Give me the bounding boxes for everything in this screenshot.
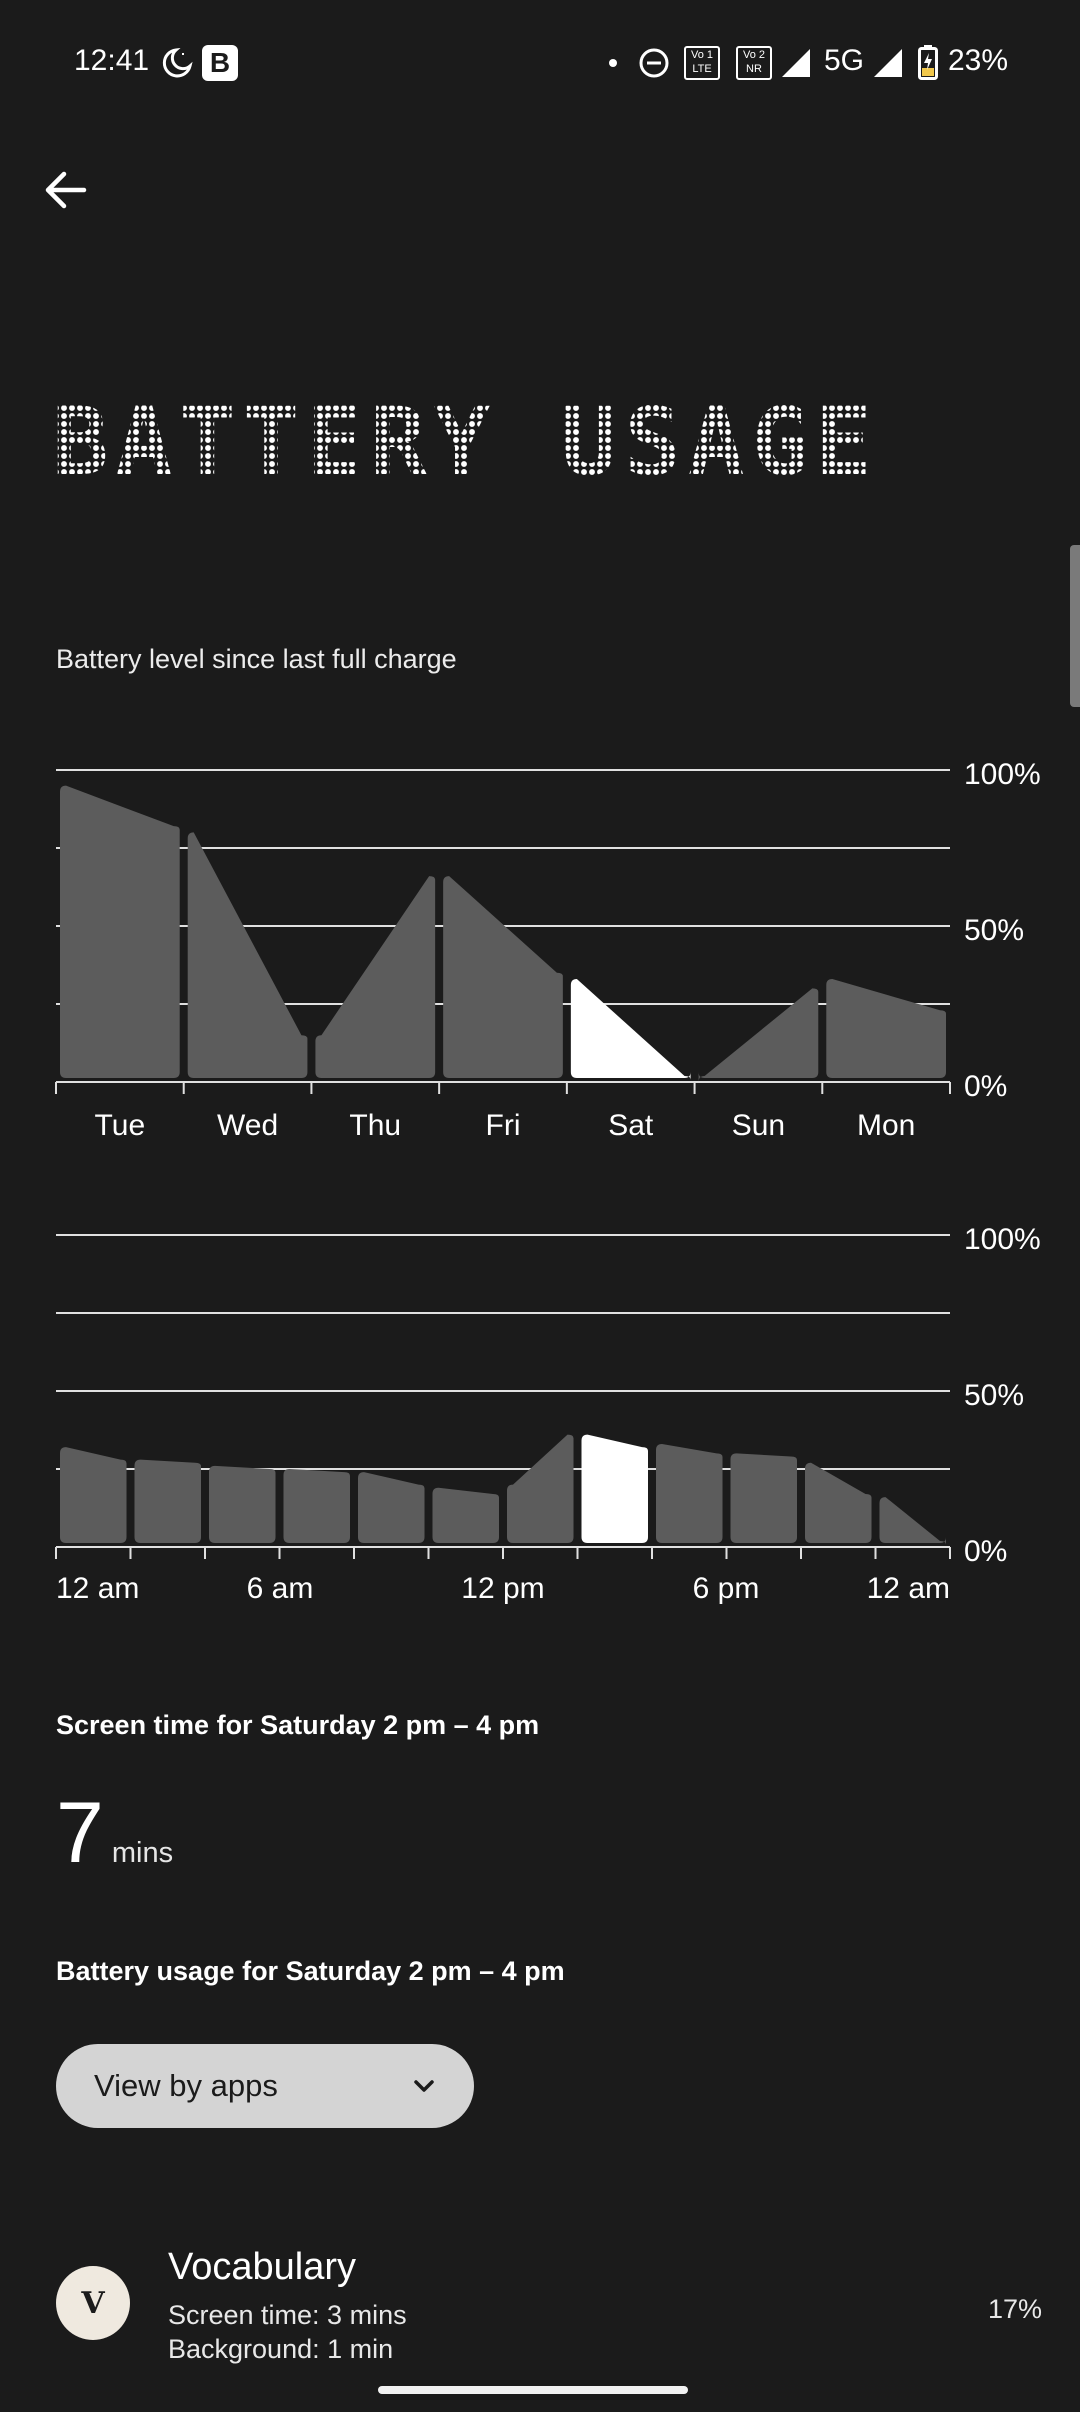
app-icon: V xyxy=(56,2266,130,2340)
daily-segment[interactable] xyxy=(60,786,180,1078)
vonr-icon xyxy=(736,46,772,80)
scrollbar[interactable] xyxy=(1070,545,1080,707)
daily-x-label: Sat xyxy=(608,1109,654,1140)
hourly-segment[interactable] xyxy=(433,1488,500,1543)
daily-chart-caption: Battery level since last full charge xyxy=(56,644,457,674)
status-time: 12:41 xyxy=(74,44,150,77)
hourly-segment[interactable] xyxy=(880,1497,947,1545)
page-title: BATTERY USAGE xyxy=(52,388,879,497)
battery-usage-heading: Battery usage for Saturday 2 pm – 4 pm xyxy=(56,1956,565,1986)
app-usage-row[interactable] xyxy=(0,2230,1080,2380)
network-type: 5G xyxy=(824,44,865,77)
daily-battery-chart[interactable] xyxy=(0,740,1080,1140)
app-usage-percent: 17% xyxy=(987,2294,1042,2324)
daily-x-label: Fri xyxy=(485,1109,521,1140)
hourly-segment[interactable] xyxy=(507,1435,574,1543)
daily-x-label: Wed xyxy=(216,1109,279,1140)
b-app-icon: B xyxy=(202,45,238,81)
dnd-icon xyxy=(638,47,670,79)
screen-time-unit: mins xyxy=(111,1837,174,1869)
hourly-battery-chart[interactable] xyxy=(0,1205,1080,1615)
signal-icon xyxy=(780,47,812,79)
daily-x-label: Mon xyxy=(856,1109,916,1140)
volte-bottom-label: LTE xyxy=(692,63,712,75)
hourly-segment[interactable] xyxy=(284,1469,351,1543)
battery-percent: 23% xyxy=(948,44,1009,77)
daily-x-label: Sun xyxy=(731,1109,786,1140)
hourly-x-label: 12 pm xyxy=(461,1572,545,1605)
screen-time-number: 7 xyxy=(56,1785,104,1881)
app-screen-time: Screen time: 3 mins xyxy=(168,2300,407,2330)
daily-segment[interactable] xyxy=(443,876,563,1078)
hourly-x-ticks xyxy=(56,1547,950,1559)
volte-top-label: Vo 1 xyxy=(690,49,714,61)
daily-segment-selected[interactable] xyxy=(571,979,691,1080)
hourly-segment[interactable] xyxy=(805,1463,872,1543)
screen-time-heading: Screen time for Saturday 2 pm – 4 pm xyxy=(56,1710,540,1740)
hourly-segment-selected[interactable] xyxy=(582,1435,649,1543)
view-by-apps-dropdown[interactable] xyxy=(56,2044,474,2128)
vonr-bottom-label: NR xyxy=(746,63,762,75)
daily-segment[interactable] xyxy=(826,979,946,1078)
hourly-x-label: 6 pm xyxy=(692,1572,760,1605)
hourly-y-tick-100: 100% xyxy=(964,1223,1041,1256)
daily-x-label: Thu xyxy=(349,1109,402,1140)
daily-segment[interactable] xyxy=(315,876,435,1078)
vonr-top-label: Vo 2 xyxy=(742,49,766,61)
status-bar xyxy=(0,0,1080,120)
hourly-segment[interactable] xyxy=(135,1460,202,1543)
hourly-x-label: 6 am xyxy=(246,1572,314,1605)
daily-segment[interactable] xyxy=(188,832,308,1078)
app-name: Vocabulary xyxy=(168,2246,357,2288)
daily-y-tick-100: 100% xyxy=(964,758,1041,791)
moon-clock-icon xyxy=(160,46,194,80)
hourly-segment[interactable] xyxy=(358,1472,425,1543)
hourly-segment[interactable] xyxy=(731,1453,798,1543)
hourly-y-tick-0: 0% xyxy=(964,1535,1008,1568)
screen-time-value xyxy=(56,1785,174,1881)
battery-icon xyxy=(918,44,938,80)
dropdown-label: View by apps xyxy=(94,2068,278,2103)
hourly-segment[interactable] xyxy=(60,1447,127,1543)
daily-segments xyxy=(60,786,946,1082)
back-arrow-icon[interactable] xyxy=(36,160,96,220)
hourly-y-tick-50: 50% xyxy=(964,1379,1025,1412)
daily-x-ticks xyxy=(56,1082,950,1094)
hourly-segments xyxy=(60,1435,946,1545)
signal-icon xyxy=(872,47,904,79)
hourly-x-label: 12 am xyxy=(56,1572,140,1605)
daily-x-label: Tue xyxy=(94,1109,146,1140)
daily-segment[interactable] xyxy=(699,988,819,1082)
dot-icon xyxy=(608,58,618,68)
daily-x-labels xyxy=(95,1109,916,1140)
hourly-segment[interactable] xyxy=(209,1466,276,1543)
daily-y-tick-0: 0% xyxy=(964,1070,1008,1103)
volte-lte-icon xyxy=(684,46,720,80)
chevron-down-icon xyxy=(410,2072,438,2100)
app-background-time: Background: 1 min xyxy=(168,2334,394,2364)
home-indicator[interactable] xyxy=(378,2386,688,2394)
hourly-x-label: 12 am xyxy=(866,1572,950,1605)
hourly-segment[interactable] xyxy=(656,1444,723,1543)
daily-y-tick-50: 50% xyxy=(964,914,1025,947)
